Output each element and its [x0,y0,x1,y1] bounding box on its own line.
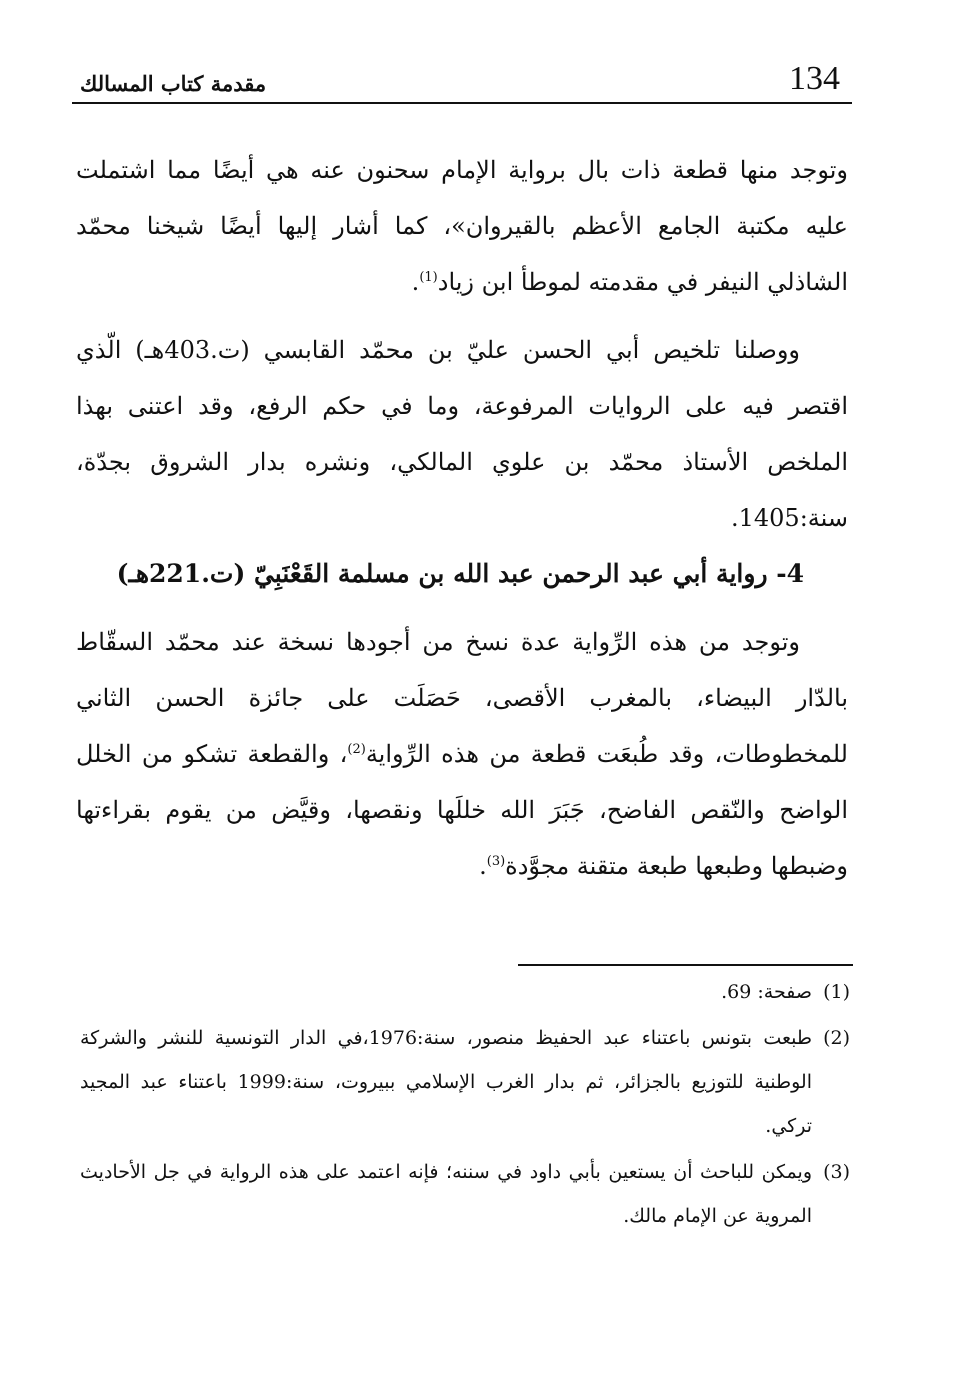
paragraph-text: ، والقطعة تشكو من الخلل الواضح والنّقص الفاضح، جَبَرَ الله خللَها ونقصها، وقيَّض من يقوم بقراءتها وضبطها وطبعها طبعة متقنة مجوَّدة [76,740,848,880]
paragraph-text: ووصلنا تلخيص أبي الحسن عليّ بن محمّد القابسي (ت.403هـ) الّذي اقتصر فيه على الروايات المرفوعة، وما في حكم الرفع، وقد اعتنى بهذا الملخص الأستاذ محمّد بن علوي المالكي، ونشره بدار الشروق بجدّة، سنة:1405. [76,336,848,532]
footnote-number: (2) [823,1027,850,1049]
footnotes-list [80,970,850,1240]
footnote-text: طبعت بتونس باعتناء عبد الحفيظ منصور، سنة:1976،في الدار التونسية للنشر والشركة الوطنية للتوزيع بالجزائر، ثم بدار الغرب الإسلامي ببيروت، سنة:1999 باعتناء عبد المجيد تركي. [80,1027,812,1137]
footnote-item [80,970,850,1014]
paragraph-text: وتوجد من هذه الرِّواية عدة نسخ من أجودها نسخة عند محمّد السقّاط بالدّار البيضاء، بالمغرب الأقصى، حَصَلَت على جائزة الحسن الثاني للمخطوطات، وقد طُبعَت قطعة من هذه الرِّواية [76,628,848,768]
paragraph-text: وتوجد منها قطعة ذات بال برواية الإمام سحنون عنه هي أيضًا مما اشتملت عليه مكتبة الجامع الأعظم بالقيروان»، كما أشار إليها أيضًا شيخنا محمّد الشاذلي النيفر في مقدمته لموطأ ابن زياد [76,156,848,296]
section-heading: 4- رواية أبي عبد الرحمن عبد الله بن مسلمة القَعْنَبِيّ (ت.221هـ) [116,559,804,588]
footnote-number: (1) [823,981,850,1003]
footnote-reference: (1) [419,270,438,285]
footnote-reference: (2) [347,742,366,757]
footnote-text: صفحة: 69. [721,981,812,1003]
footnote-item [80,1016,850,1148]
footnote-item [80,1150,850,1238]
running-title: مقدمة كتاب المسالك [80,71,267,96]
footnote-number: (3) [823,1161,850,1183]
body-paragraph-3 [76,614,848,894]
footnote-divider [518,964,853,966]
body-paragraph-1 [76,142,848,310]
body-paragraph-2 [76,322,848,546]
page-header [72,52,852,104]
page-number: 134 [789,60,840,97]
footnote-text: ويمكن للباحث أن يستعين بأبي داود في سننه؛ فإنه اعتمد على هذه الرواية في جل الأحاديث المروية عن الإمام مالك. [80,1161,812,1227]
footnote-reference: (3) [486,854,506,869]
paragraph-tail: . [479,852,487,880]
paragraph-tail: . [411,268,420,296]
